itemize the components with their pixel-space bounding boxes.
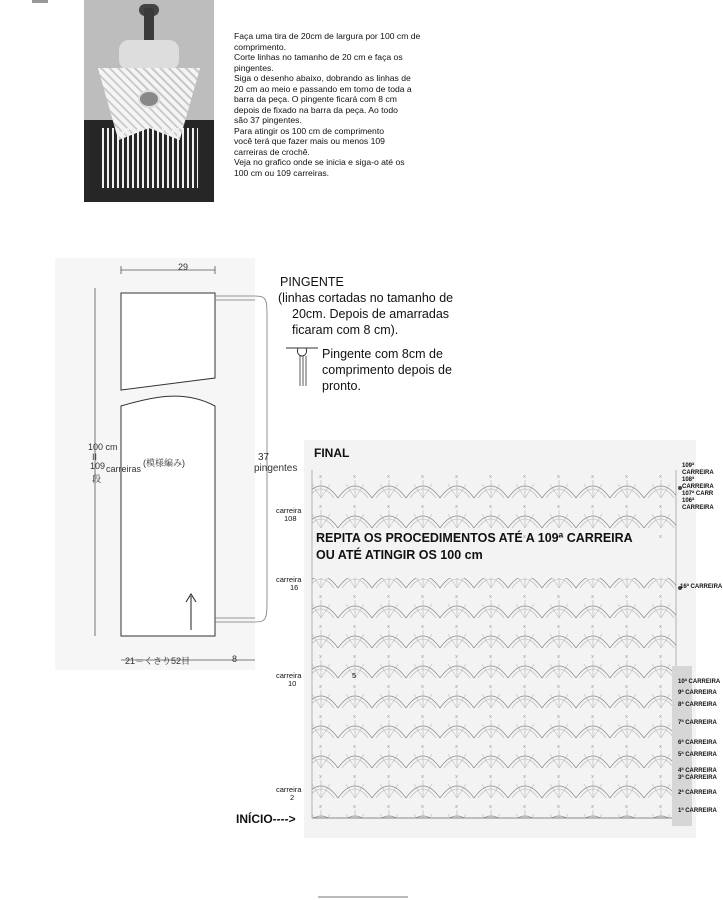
right-label-row: 1ª CARREIRA xyxy=(678,808,717,814)
row-label-2 xyxy=(276,786,301,802)
row-label-num: 2 xyxy=(290,793,295,802)
right-label-row: 10ª CARREIRA xyxy=(678,679,721,685)
shawl-photo xyxy=(84,0,214,202)
row-label-16 xyxy=(276,576,301,592)
pingente-desc xyxy=(278,290,453,338)
rows-jp: 段 xyxy=(92,474,102,484)
pingente-desc-line: (linhas cortadas no tamanho de xyxy=(278,291,454,305)
pingente-desc-line: 20cm. Depois de amarradas xyxy=(292,307,450,321)
right-label: 107ª CARR xyxy=(682,491,714,497)
right-top-labels xyxy=(682,463,714,512)
right-label-row: 4ª CARREIRA xyxy=(678,768,717,774)
repeat-line: OU ATÉ ATINGIR OS 100 cm xyxy=(316,548,483,562)
intro-line: você terá que fazer mais ou menos 109 xyxy=(234,136,385,146)
row-marker-5: 5 xyxy=(352,671,357,680)
header-mark xyxy=(32,0,48,3)
instructions-text xyxy=(234,31,454,178)
right-label: CARREIRA xyxy=(682,484,714,490)
repeat-line: REPITA OS PROCEDIMENTOS ATÉ A 109ª CARREIRA xyxy=(316,531,633,545)
row-label-num: 10 xyxy=(288,679,297,688)
pingentes-count: 37 xyxy=(258,452,270,463)
pattern-label: (模様編み) xyxy=(143,458,185,468)
height-eq: II xyxy=(92,452,98,462)
height-label: 100 cm xyxy=(88,442,118,452)
right-label: CARREIRA xyxy=(682,470,714,476)
chart-final-label: FINAL xyxy=(314,446,350,460)
crochet-chart xyxy=(304,440,696,838)
right-label: 108ª xyxy=(682,477,695,483)
rows-word: carreiras xyxy=(106,464,142,474)
right-label-row: 7ª CARREIRA xyxy=(678,720,717,726)
right-label-row: 6ª CARREIRA xyxy=(678,740,717,746)
right-label-row: 3ª CARREIRA xyxy=(678,775,717,781)
pingente-final-line: Pingente com 8cm de xyxy=(322,347,443,361)
intro-line: Siga o desenho abaixo, dobrando as linhas de xyxy=(234,73,411,83)
right-label: CARREIRA xyxy=(682,505,714,511)
row-label-word: carreira xyxy=(276,671,302,680)
width-label: 29 xyxy=(178,262,189,272)
intro-line: carreiras de crochê. xyxy=(234,146,310,157)
right-label: 106ª xyxy=(682,498,695,504)
row-label-num: 108 xyxy=(284,514,297,523)
intro-line: comprimento. xyxy=(234,41,287,52)
right-label-16: 16ª CARREIRA xyxy=(680,584,723,590)
right-label-row: 9ª CARREIRA xyxy=(678,690,717,696)
row-label-10 xyxy=(276,672,301,688)
pingentes-word: pingentes xyxy=(254,463,298,474)
intro-line: Corte linhas no tamanho de 20 cm e faça os xyxy=(234,52,403,62)
pingente-final-line: comprimento depois de xyxy=(322,363,452,377)
brooch xyxy=(138,90,160,108)
intro-line: pingentes. xyxy=(234,62,274,73)
right-label-row: 2ª CARREIRA xyxy=(678,790,717,796)
bottom-right-label: 8 xyxy=(232,654,238,664)
footer-mark xyxy=(318,896,408,898)
intro-line: 20 cm ao meio e passando em torno de toda a xyxy=(234,83,412,94)
right-label: 109ª xyxy=(682,463,695,469)
intro-line: 100 cm ou 109 carreiras. xyxy=(234,167,330,178)
right-label-row: 8ª CARREIRA xyxy=(678,702,717,708)
bottom-label: 21＝くさり52目 xyxy=(125,656,191,666)
pingente-final xyxy=(322,346,452,394)
pingente-final-line: pronto. xyxy=(322,379,361,393)
intro-line: barra da peça. O pingente ficará com 8 cm xyxy=(234,94,397,104)
intro-line: Veja no grafico onde se inicia e siga-o até os xyxy=(234,157,405,167)
repeat-instruction xyxy=(316,530,633,564)
pingente-desc-line: ficaram com 8 cm). xyxy=(292,323,399,337)
row-label-word: carreira xyxy=(276,506,302,515)
intro-line: são 37 pingentes. xyxy=(234,115,302,125)
right-label-row: 5ª CARREIRA xyxy=(678,752,717,758)
intro-line: depois de fixado na barra da peça. Ao todo xyxy=(234,104,398,115)
row-label-word: carreira xyxy=(276,575,302,584)
tassel-icon xyxy=(280,342,324,392)
row-label-word: carreira xyxy=(276,785,302,794)
pingente-title: PINGENTE xyxy=(280,275,344,289)
rows-num: 109 xyxy=(90,461,106,471)
row-label-num: 16 xyxy=(290,583,299,592)
intro-line: Faça uma tira de 20cm de largura por 100 cm de xyxy=(234,31,421,41)
intro-line: Para atingir os 100 cm de comprimento xyxy=(234,125,384,136)
chart-start-label: INÍCIO----> xyxy=(236,812,296,826)
row-label-108 xyxy=(276,507,301,523)
